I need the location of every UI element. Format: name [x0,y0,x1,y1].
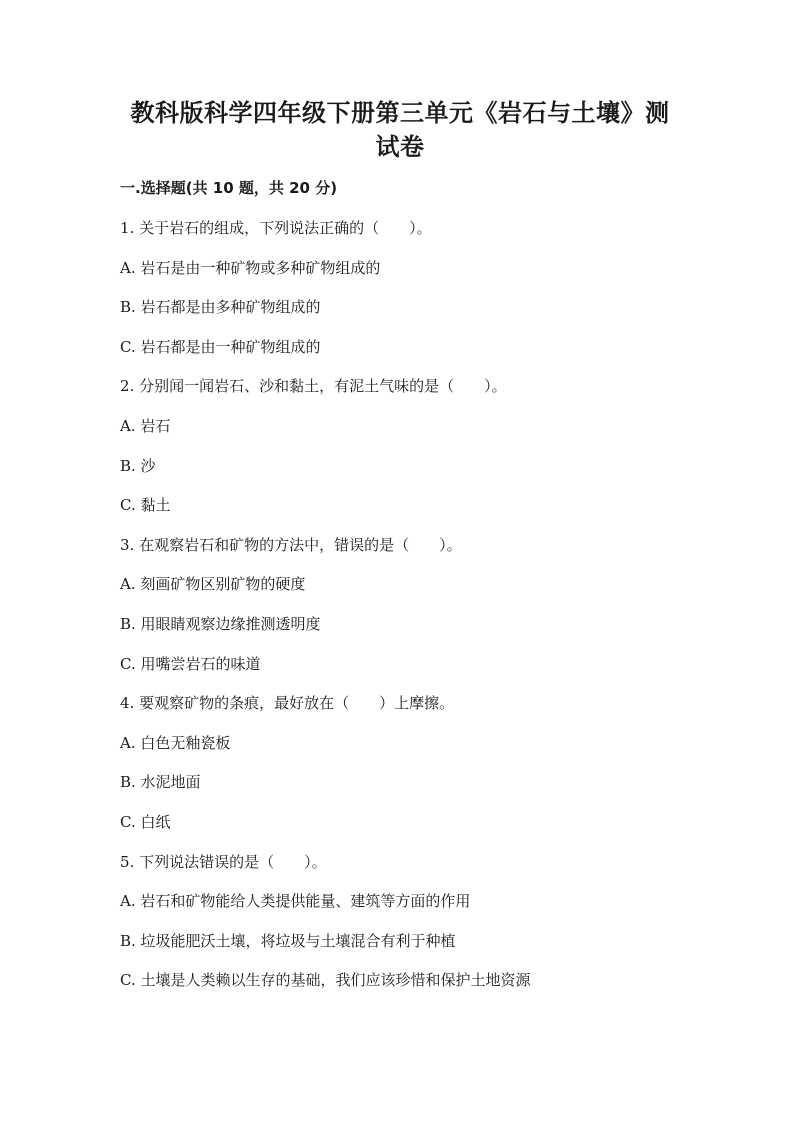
question-1 [120,217,720,375]
question-stem: 4. 要观察矿物的条痕，最好放在（ ）上摩擦。 [120,694,455,713]
option-b: B. 用眼睛观察边缘推测透明度 [120,614,321,633]
title-line-2: 试卷 [375,133,425,161]
option-b: B. 岩石都是由多种矿物组成的 [120,298,321,317]
question-4 [120,692,720,850]
question-stem: 2. 分别闻一闻岩石、沙和黏土，有泥土气味的是（ ）。 [120,377,507,396]
option-c: C. 白纸 [120,812,171,831]
option-c: C. 用嘴尝岩石的味道 [120,654,261,673]
option-c: C. 黏土 [120,496,171,515]
option-a: A. 岩石是由一种矿物或多种矿物组成的 [120,258,381,277]
option-a: A. 岩石和矿物能给人类提供能量、建筑等方面的作用 [120,892,471,911]
option-a: A. 岩石 [120,416,171,435]
question-3 [120,534,720,692]
question-5 [120,851,720,1009]
section-heading: 一.选择题(共 10 题，共 20 分) [120,179,338,197]
option-a: A. 刻画矿物区别矿物的硬度 [120,575,306,594]
question-stem: 3. 在观察岩石和矿物的方法中，错误的是（ ）。 [120,535,462,554]
page-title [120,96,680,164]
option-b: B. 水泥地面 [120,773,201,792]
question-stem: 1. 关于岩石的组成，下列说法正确的（ ）。 [120,219,432,237]
title-line-1: 教科版科学四年级下册第三单元《岩石与土壤》测 [130,99,670,127]
question-stem: 5. 下列说法错误的是（ ）。 [120,852,327,871]
option-c: C. 土壤是人类赖以生存的基础，我们应该珍惜和保护土地资源 [120,971,531,990]
option-a: A. 白色无釉瓷板 [120,733,231,752]
option-b: B. 沙 [120,456,156,475]
option-c: C. 岩石都是由一种矿物组成的 [120,337,321,356]
question-2 [120,375,720,533]
question-list [120,217,720,1009]
option-b: B. 垃圾能肥沃土壤，将垃圾与土壤混合有利于种植 [120,931,456,950]
